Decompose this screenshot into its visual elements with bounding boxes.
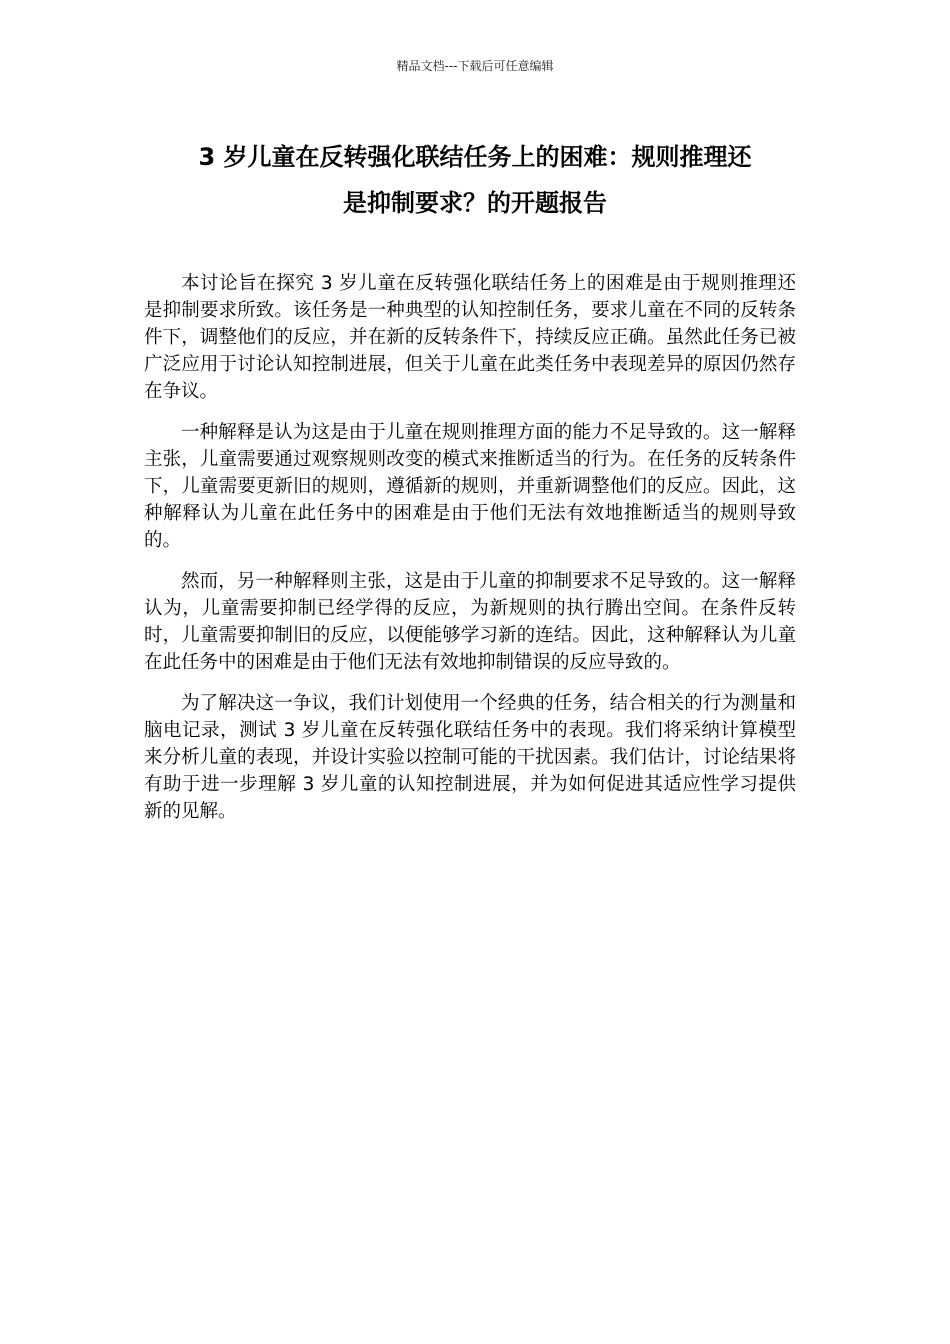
paragraph-2: 一种解释是认为这是由于儿童在规则推理方面的能力不足导致的。这一解释主张，儿童需要通过观察规则改变的模式来推断适当的行为。在任务的反转条件下，儿童需要更新旧的规则，遵循新的规则，并重新调整他们的反应。因此，这种解释认为儿童在此任务中的困难是由于他们无法有效地推断适当的规则导致的。 [144,422,796,551]
title-line-1: 3 岁儿童在反转强化联结任务上的困难：规则推理还 [198,143,752,171]
paragraph-4: 为了解决这一争议，我们计划使用一个经典的任务，结合相关的行为测量和脑电记录，测试 3 岁儿童在反转强化联结任务中的表现。我们将采纳计算模型来分析儿童的表现，并设计实验以控制可能的干扰因素。我们估计，讨论结果将有助于进一步理解 3 岁儿童的认知控制进展，并为如何促进其适应性学习提供新的见解。 [144,693,796,822]
paragraph-1: 本讨论旨在探究 3 岁儿童在反转强化联结任务上的困难是由于规则推理还是抑制要求所致。该任务是一种典型的认知控制任务，要求儿童在不同的反转条件下，调整他们的反应，并在新的反转条件下，持续反应正确。虽然此任务已被广泛应用于讨论认知控制进展，但关于儿童在此类任务中表现差异的原因仍然存在争议。 [144,273,796,402]
header-note: 精品文档---下载后可任意编辑 [396,59,554,73]
paragraph-3: 然而，另一种解释则主张，这是由于儿童的抑制要求不足导致的。这一解释认为，儿童需要抑制已经学得的反应，为新规则的执行腾出空间。在条件反转时，儿童需要抑制旧的反应，以便能够学习新的连结。因此，这种解释认为儿童在此任务中的困难是由于他们无法有效地抑制错误的反应导致的。 [144,571,796,673]
document-body [144,270,796,839]
title-line-2: 是抑制要求？的开题报告 [343,189,607,217]
document-title [140,134,810,226]
